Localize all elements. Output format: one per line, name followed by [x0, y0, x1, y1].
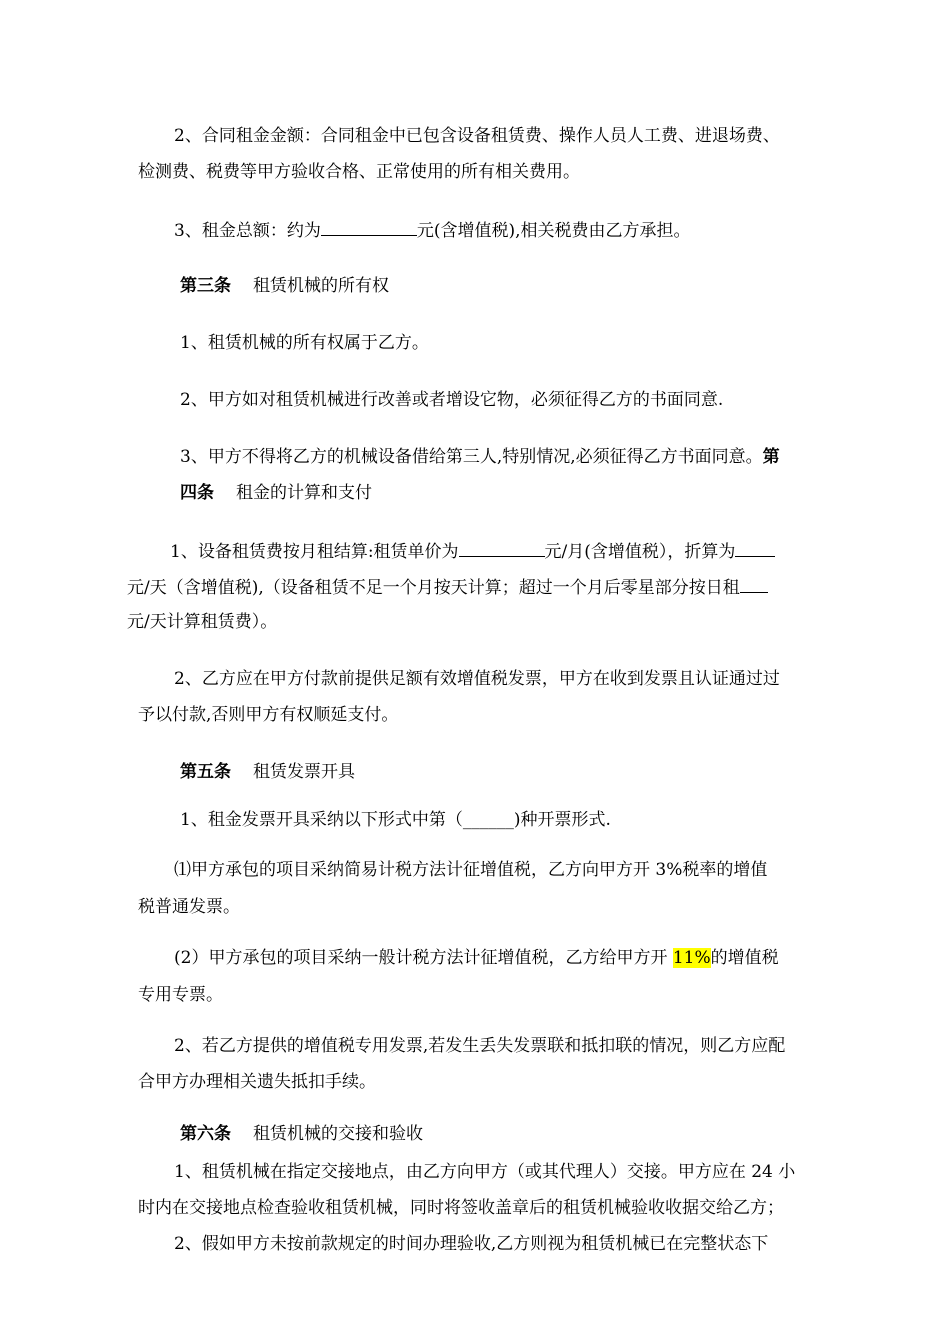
- article-4-title: 租金的计算和支付: [236, 483, 372, 503]
- clause-4-1-text-b: 元/月(含增值税），折算为: [544, 542, 736, 562]
- article-3-number: 第三条: [180, 276, 231, 296]
- tax-rate-highlight: 11%: [672, 948, 711, 968]
- clause-3-3-text: 3、甲方不得将乙方的机械设备借给第三人,特别情况,必须征得乙方书面同意。: [180, 447, 763, 467]
- clause-6-1-line1: 1、租赁机械在指定交接地点，由乙方向甲方（或其代理人）交接。甲方应在 24 小: [174, 1162, 796, 1182]
- article-4-number-part1: 第: [762, 447, 780, 467]
- clause-5-2-line2: 合甲方办理相关遗失抵扣手续。: [138, 1072, 376, 1092]
- clause-6-2: 2、假如甲方未按前款规定的时间办理验收,乙方则视为租赁机械已在完整状态下: [174, 1234, 769, 1254]
- unit-price-blank: [459, 538, 545, 557]
- clause-4-1-line1: [170, 538, 775, 564]
- clause-4-1-text-a: 1、设备租赁费按月租结算:租赁单价为: [170, 542, 459, 562]
- option-2-text-a: (2）甲方承包的项目采纳一般计税方法计征增值税，乙方给甲方开: [174, 948, 673, 968]
- clause-2-3-text-a: 3、租金总额：约为: [174, 221, 321, 241]
- clause-5-1: 1、租金发票开具采纳以下形式中第（______)种开票形式.: [180, 810, 611, 830]
- article-6-title: 租赁机械的交接和验收: [253, 1124, 423, 1144]
- option-1-line1: ⑴甲方承包的项目采纳简易计税方法计征增值税，乙方向甲方开 3%税率的增值: [174, 860, 768, 880]
- clause-2-1-line2: 检测费、税费等甲方验收合格、正常使用的所有相关费用。: [138, 162, 580, 182]
- clause-3-3: [180, 445, 780, 469]
- clause-4-1-line3: 元/天计算租赁费）。: [127, 612, 278, 632]
- daily-price-blank: [735, 538, 775, 557]
- option-1-line2: 税普通发票。: [138, 897, 240, 917]
- clause-2-3-text-b: 元(含增值税),相关税费由乙方承担。: [416, 221, 691, 241]
- article-4-heading: [180, 481, 372, 505]
- option-2-text-b: 的增值税: [710, 948, 779, 968]
- article-6-heading: [180, 1122, 423, 1146]
- clause-6-1-line2: 时内在交接地点检查验收租赁机械，同时将签收盖章后的租赁机械验收收据交给乙方；: [138, 1198, 784, 1218]
- clause-3-1: 1、租赁机械的所有权属于乙方。: [180, 333, 429, 353]
- clause-2-3: [174, 217, 691, 243]
- clause-4-1-text-c: 元/天（含增值税),（设备租赁不足一个月按天计算；超过一个月后零星部分按日租: [127, 578, 740, 598]
- clause-3-2: 2、甲方如对租赁机械进行改善或者增设它物，必须征得乙方的书面同意.: [180, 390, 724, 410]
- option-2-line1: [174, 946, 779, 970]
- article-5-heading: [180, 760, 355, 784]
- clause-4-2-line1: 2、乙方应在甲方付款前提供足额有效增值税发票，甲方在收到发票且认证通过过: [174, 669, 780, 689]
- article-5-title: 租赁发票开具: [253, 762, 355, 782]
- clause-5-2-line1: 2、若乙方提供的增值税专用发票,若发生丢失发票联和抵扣联的情况，则乙方应配: [174, 1036, 786, 1056]
- daily-rent-blank: [740, 574, 768, 593]
- clause-4-2-line2: 予以付款,否则甲方有权顺延支付。: [138, 705, 399, 725]
- article-6-number: 第六条: [180, 1124, 231, 1144]
- amount-blank: [321, 217, 417, 236]
- article-3-heading: [180, 274, 389, 298]
- article-3-title: 租赁机械的所有权: [253, 276, 389, 296]
- article-4-number-part2: 四条: [180, 483, 214, 503]
- option-2-line2: 专用专票。: [138, 985, 223, 1005]
- article-5-number: 第五条: [180, 762, 231, 782]
- clause-4-1-line2: [127, 574, 768, 600]
- clause-2-1-line1: 2、合同租金金额：合同租金中已包含设备租赁费、操作人员人工费、进退场费、: [174, 126, 780, 146]
